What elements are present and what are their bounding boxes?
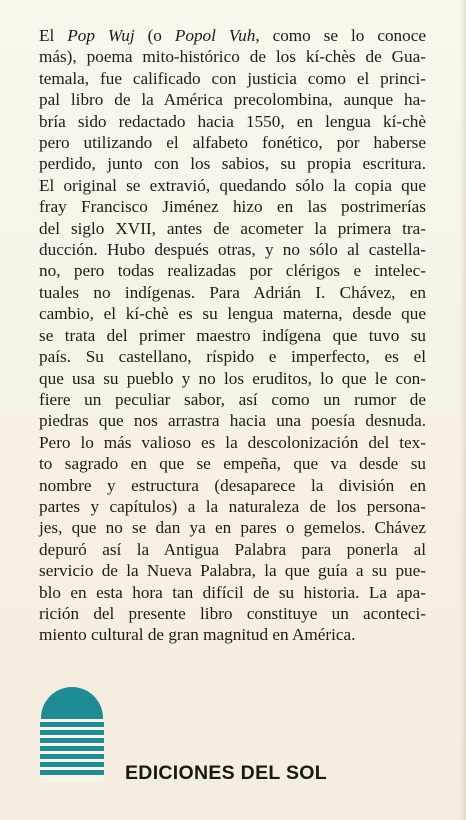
cover-blurb [39,25,426,646]
blurb-line: jes, que no se dan ya en pares o gemelos. Chávez [39,518,426,538]
blurb-line: partes y capítulos) a la naturaleza de los persona- [39,496,426,516]
blurb-line: servicio de la Nueva Palabra, la que guía a su pue- [39,561,426,581]
blurb-line: El original se extravió, quedando sólo la copia que [39,175,426,195]
blurb-line: miento cultural de gran magnitud en América. [39,625,356,645]
blurb-line: fiere un peculiar sabor, así como un rumor de [39,389,426,409]
blurb-line: cambio, el kí-chè es su lengua materna, desde que [39,304,426,324]
blurb-line: bría sido redactado hacia 1550, en lengua kí-chè [39,111,426,131]
blurb-line: fray Francisco Jiménez hizo en las postrimerías [39,197,426,217]
title-popol-vuh: Popol Vuh [174,26,256,45]
blurb-line: país. Su castellano, ríspido e imperfecto, es el [39,347,426,367]
blurb-line: se trata del primer maestro indígena que tuvo su [39,325,426,345]
title-pop-wuj: Pop Wuj [67,26,135,45]
blurb-line: que usa su pueblo y no los eruditos, lo que le con- [39,368,426,388]
blurb-line: piedras que nos arrastra hacia una poesía desnuda. [39,411,426,431]
blurb-line: ducción. Hubo después otras, y no sólo al castella- [39,240,426,260]
page-edge-shadow [460,0,466,820]
blurb-line: Pero lo más valioso es la descolonización del tex- [39,432,426,452]
blurb-line: del siglo XVII, antes de acometer la primera tra- [39,218,426,238]
blurb-line: perdido, junto con los sabios, su propia escritura. [39,154,426,174]
blurb-line: to sagrado en que se empeña, que va desde su [39,454,426,474]
blurb-line: no, pero todas realizadas por clérigos e intelec- [39,261,426,281]
blurb-line: pal libro de la América precolombina, aunque ha- [39,90,426,110]
blurb-line: pero utilizando el alfabeto fonético, por haberse [39,133,426,153]
blurb-line: blo en esta hora tan difícil de su historia. La apa- [39,582,426,602]
blurb-line: rición del presente libro constituye un aconteci- [39,603,426,623]
ediciones-del-sol-logo-icon [40,686,104,782]
sun-stripes-shape [40,719,104,782]
publisher-name: EDICIONES DEL SOL [125,762,327,784]
blurb-line: El Pop Wuj (o Popol Vuh, como se lo conoce [39,26,426,45]
blurb-line: más), poema mito-histórico de los kí-chès de Gua- [39,47,426,67]
blurb-line: depuró así la Antigua Palabra para ponerla al [39,539,426,559]
blurb-line: nombre y estructura (desaparece la división en [39,475,426,495]
blurb-line: temala, fue calificado con justicia como el princi- [39,68,426,88]
blurb-line: tuales no indígenas. Para Adrián I. Chávez, en [39,282,426,302]
